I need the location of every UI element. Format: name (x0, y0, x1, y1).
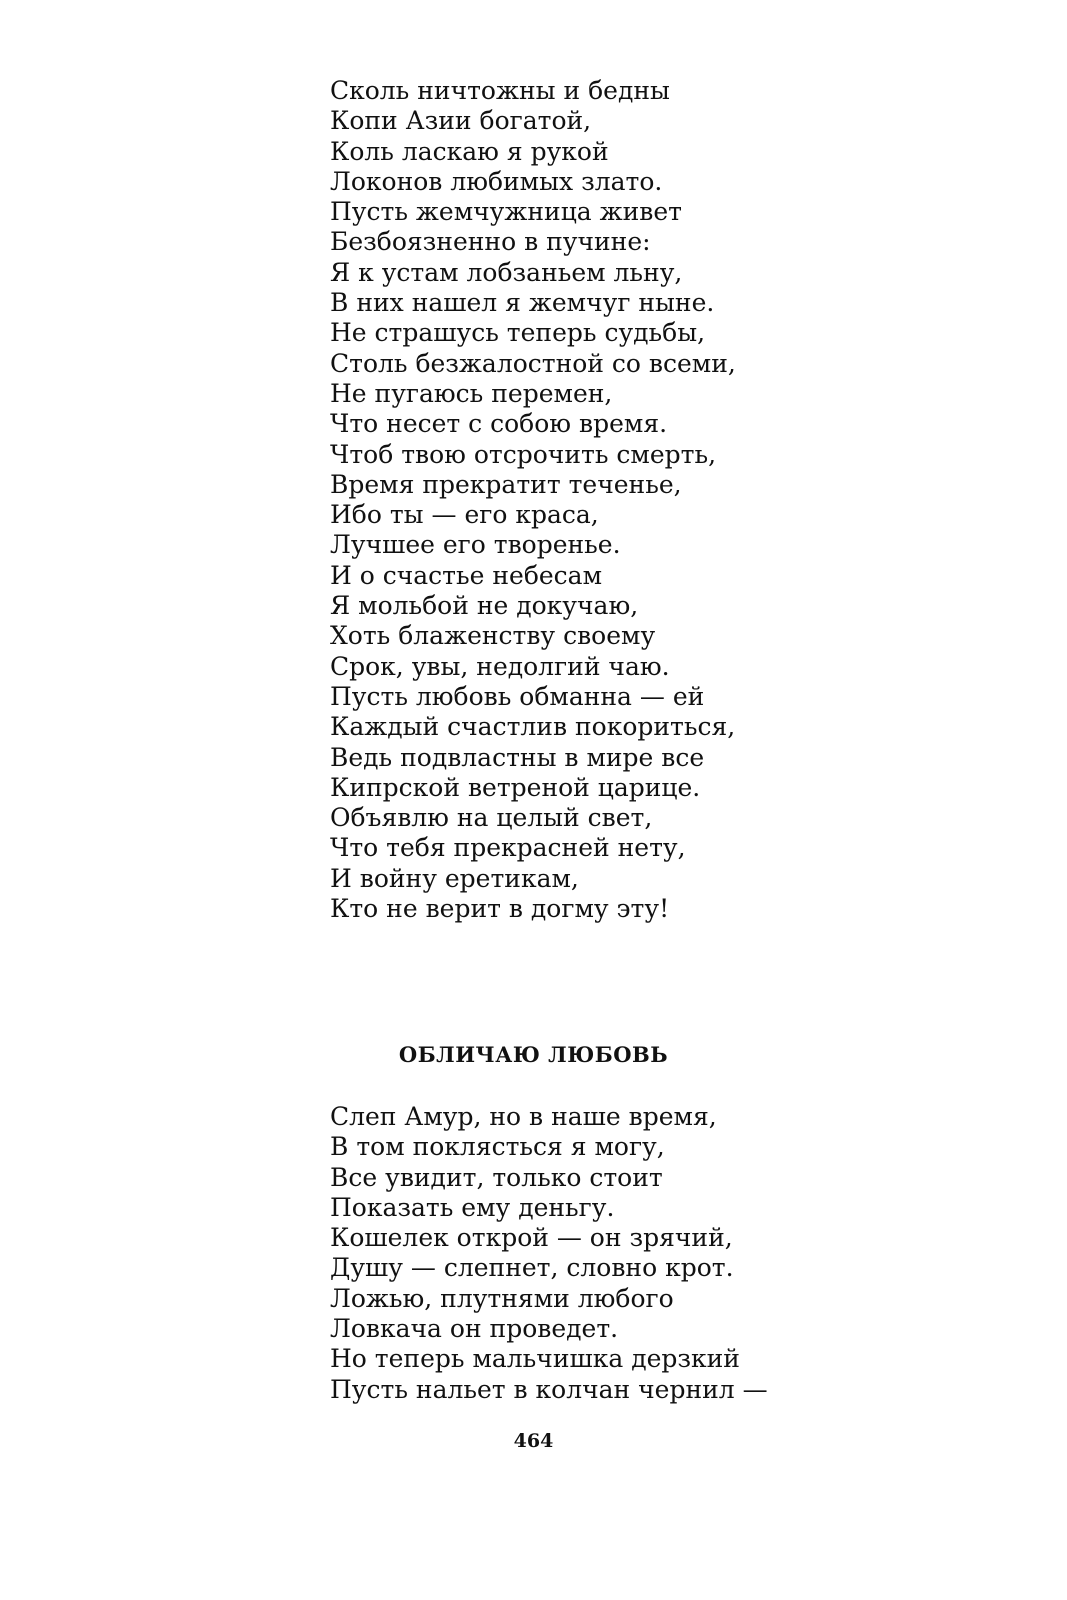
verse-line: И о счастье небесам (330, 560, 603, 590)
poem-continued (330, 76, 736, 924)
verse-line: Кипрской ветреной царице. (330, 772, 701, 802)
verse-line: Безбоязненно в пучине: (330, 227, 651, 257)
verse-line: Я мольбой не докучаю, (330, 591, 639, 621)
verse-line: В том поклясться я могу, (330, 1132, 665, 1162)
verse-line: Ведь подвластны в мире все (330, 742, 705, 772)
verse-line: Кто не верит в догму эту! (330, 894, 670, 924)
verse-line: Слеп Амур, но в наше время, (330, 1102, 717, 1131)
verse-line: Кошелек открой — он зрячий, (330, 1223, 733, 1253)
verse-line: Время прекратит теченье, (330, 469, 682, 499)
verse-line: Что несет с собою время. (330, 409, 668, 439)
verse-line: И войну еретикам, (330, 863, 579, 893)
verse-line: Что тебя прекрасней нету, (330, 833, 686, 863)
verse-line: Не страшусь теперь судьбы, (330, 318, 706, 348)
verse-line: Ложью, плутнями любого (330, 1283, 674, 1313)
verse-line: Чтоб твою отсрочить смерть, (330, 439, 717, 469)
verse-line: Я к устам лобзаньем льну, (330, 257, 683, 287)
verse-line: Пусть нальет в колчан чернил — (330, 1374, 768, 1404)
poem-oblichayu-lyubov (330, 1102, 768, 1405)
verse-line: Все увидит, только стоит (330, 1162, 663, 1192)
verse-line: Срок, увы, недолгий чаю. (330, 651, 670, 681)
verse-line: Пусть жемчужница живет (330, 197, 682, 227)
verse-line: Объявлю на целый свет, (330, 803, 653, 833)
page-number: 464 (513, 1430, 554, 1452)
verse-line: Показать ему деньгу. (330, 1192, 615, 1222)
poem-title: ОБЛИЧАЮ ЛЮБОВЬ (398, 1042, 669, 1067)
verse-line: Локонов любимых злато. (330, 166, 663, 196)
verse-line: Пусть любовь обманна — ей (330, 681, 705, 711)
verse-line: Хоть блаженству своему (330, 621, 656, 651)
verse-line: Столь безжалостной со всеми, (330, 348, 736, 378)
verse-line: Ибо ты — его краса, (330, 500, 599, 530)
verse-line: Не пугаюсь перемен, (330, 378, 613, 408)
verse-line: Сколь ничтожны и бедны (330, 76, 670, 105)
verse-line: Душу — слепнет, словно крот. (330, 1253, 734, 1283)
verse-line: Ловкача он проведет. (330, 1314, 619, 1344)
verse-line: Копи Азии богатой, (330, 106, 592, 136)
verse-line: Но теперь мальчишка дерзкий (330, 1344, 740, 1374)
verse-line: Каждый счастлив покориться, (330, 712, 736, 742)
verse-line: Коль ласкаю я рукой (330, 136, 609, 166)
verse-line: Лучшее его творенье. (330, 530, 621, 560)
verse-line: В них нашел я жемчуг ныне. (330, 288, 715, 318)
